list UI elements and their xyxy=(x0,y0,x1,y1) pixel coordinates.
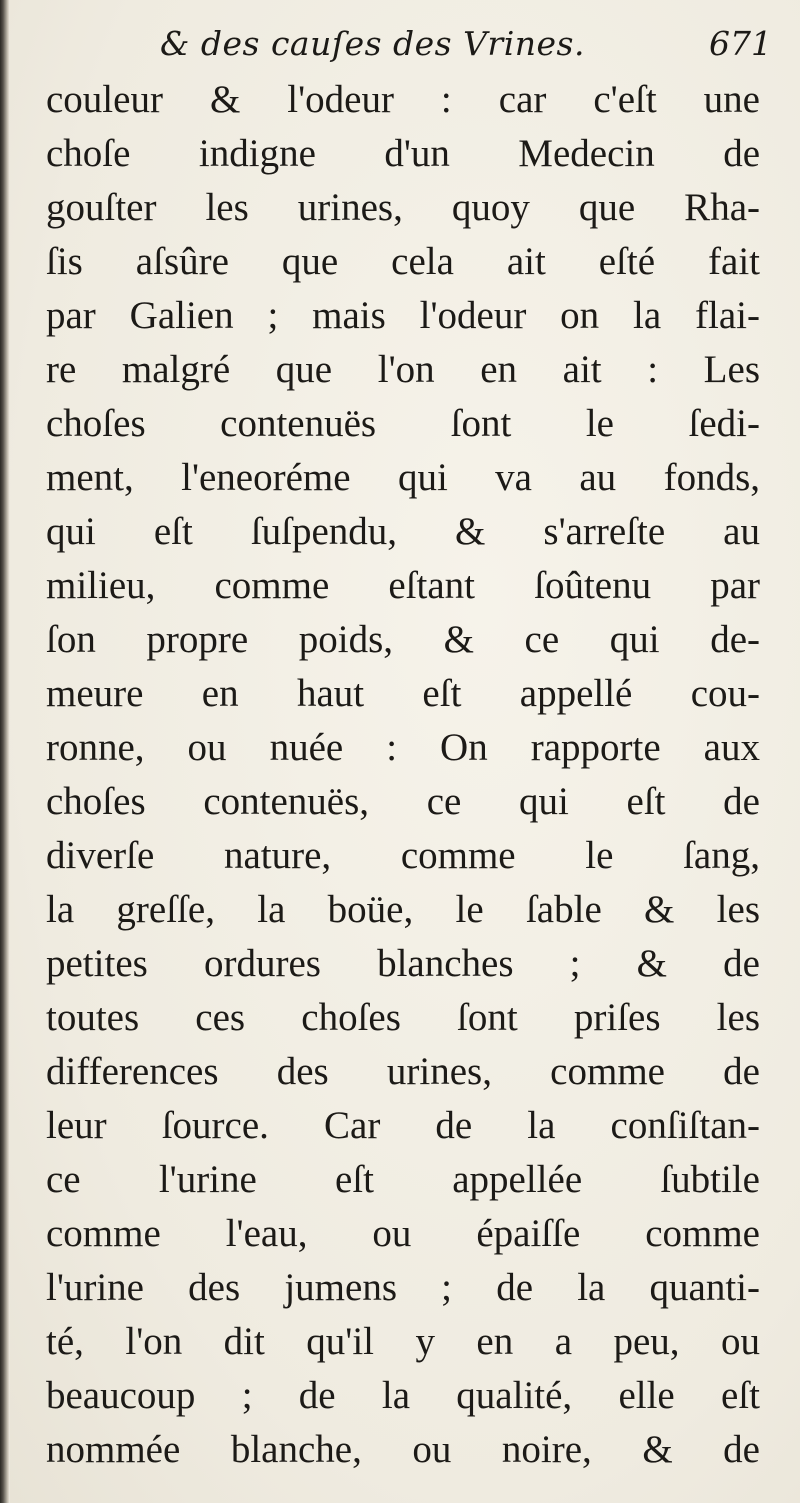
text-line: té, l'on dit qu'il y en a peu, ou xyxy=(46,1320,760,1363)
text-line: gouſter les urines, quoy que Rha- xyxy=(46,186,760,229)
text-line: couleur & l'odeur : car c'eſt une xyxy=(46,78,760,121)
text-line: leur ſource. Car de la conſiſtan- xyxy=(46,1104,760,1147)
text-line: choſes contenuës ſont le ſedi- xyxy=(46,402,760,445)
text-line: diverſe nature, comme le ſang, xyxy=(46,834,760,877)
book-gutter xyxy=(0,0,10,1503)
book-page xyxy=(10,0,800,1503)
text-line: ce l'urine eſt appellée ſubtile xyxy=(46,1158,760,1201)
text-line: choſes contenuës, ce qui eſt de xyxy=(46,780,760,823)
text-line: l'urine des jumens ; de la quanti- xyxy=(46,1266,760,1309)
text-line: milieu, comme eſtant ſoûtenu par xyxy=(46,564,760,607)
text-line: la greſſe, la boüe, le ſable & les xyxy=(46,888,760,931)
page-header xyxy=(10,24,800,74)
text-line: meure en haut eſt appellé cou- xyxy=(46,672,760,715)
text-line: toutes ces choſes ſont priſes les xyxy=(46,996,760,1039)
text-line: qui eſt ſuſpendu, & s'arreſte au xyxy=(46,510,760,553)
text-line: petites ordures blanches ; & de xyxy=(46,942,760,985)
text-line: ment, l'eneoréme qui va au fonds, xyxy=(46,456,760,499)
page-number: 671 xyxy=(709,24,772,63)
text-line: beaucoup ; de la qualité, elle eſt xyxy=(46,1374,760,1417)
text-line: re malgré que l'on en ait : Les xyxy=(46,348,760,391)
text-line: ronne, ou nuée : On rapporte aux xyxy=(46,726,760,769)
text-line: choſe indigne d'un Medecin de xyxy=(46,132,760,175)
text-line: nommée blanche, ou noire, & de xyxy=(46,1428,760,1471)
text-line: comme l'eau, ou épaiſſe comme xyxy=(46,1212,760,1255)
text-line: ſon propre poids, & ce qui de- xyxy=(46,618,760,661)
text-line: ſis aſsûre que cela ait eſté fait xyxy=(46,240,760,283)
text-line: par Galien ; mais l'odeur on la flai- xyxy=(46,294,760,337)
body-text xyxy=(46,73,760,1477)
running-title: & des cauſes des Vrines. xyxy=(160,24,585,63)
text-line: differences des urines, comme de xyxy=(46,1050,760,1093)
